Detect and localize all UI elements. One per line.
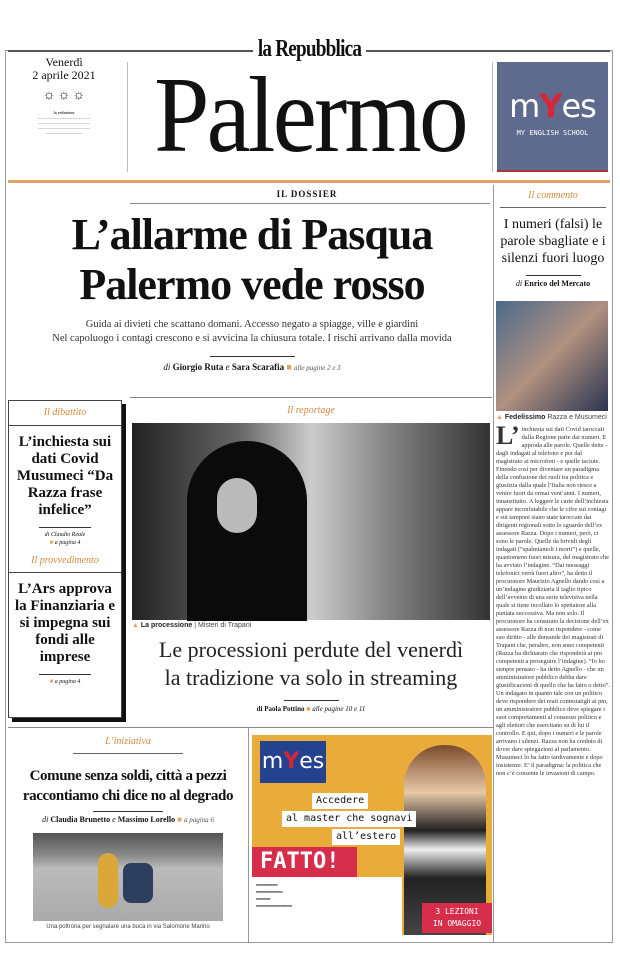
main-byline: di Giorgio Ruta e Sara Scarafia ■ alle pagine 2 e 3 — [163, 362, 341, 372]
redazione-info: la redazione ————————————— ————————————— ————————————— ————————— — [38, 110, 90, 135]
commento-body: L’inchiesta sui dati Covid taroccati dalla Regione parte dai numeri. E approda alle parole. Quelle dette - dagli indagati al telefono e poi dal magistrato ai microfoni - e quelle taciute. Finendo così per diventare un paradigma della confusione dei ruoli tra politica e giustizia dalla quale l’Italia non riesce a venire fuori da ormai vent’anni. I numeri, innanzitutto. A leggere le carte dell’inchiesta appare inconfutabile che le cifre sui contagi e sui tamponi siano state taroccate dai dirigenti regionali sotto lo sguardo dell’ex assessore Razza. Dopo i numeri, però, ci sono le parole. Quelle da brividi degli indagati (“spalmiamoli i morti”) e quelle, quantomeno fuori misura, del magistrato che ha avviato l’indagine. “Dai messaggi telefonici verrà fuori altro”, ha detto il procuratore Maurizio Agnello dando così a un’indagine giudiziaria il taglio tipico dell’avvento di una serie televisiva nella quale si tiene incollato lo spettatore alla puntata successiva. Ma non solo. Il procuratore ha censurato la decisione dell’ex assessore Razza di non rispondere - come suo diritto - alle domande dei magistrati di Trapani che, peraltro, non sono competenti (Razza ha dichiarato che risponderà ai pm competenti a proseguire l’indagine). “Io ho sempre pensato - ha detto Agnello - che un amministratore pubblico debba dare giustificazioni di quello che ha fatto o detto”. Un indagato in quanto tale con un politico deve rispondere dei reati contestatigli ai pm, un amministratore pubblico deve spiegare i suoi comportamenti al consesso politico e agli elettori che esercitano su di lui il controllo. E qui, dopo i numeri e le parole arrivano i silenzi. Razza non ha creduto di dover dare spiegazioni al parlamento. Musumeci lo ha fatto tardivamente e dopo insistenze. E’ il paradigma: la politica che non c’è consente le invasioni di campo. — [496, 421, 611, 777]
iniziativa-headline[interactable]: Comune senza soldi, città a pezzi raccontiamo chi dice no al degrado — [22, 768, 234, 804]
top-story — [14, 188, 490, 374]
dibattito-page: a pagina 4 — [54, 540, 81, 546]
ad-logo: mYes — [509, 87, 596, 125]
divider — [127, 62, 128, 172]
photo-caption: ▲ Fedelissimo Razza e Musumeci — [496, 414, 607, 421]
reportage-byline: di Paola Pottino ■ alle pagine 10 e 11 — [256, 705, 366, 713]
main-summary: Guida ai divieti che scattano domani. Accesso negato a spiagge, ville e giardini Nel capoluogo i contagi crescono e si avvicina la chiusura totale. I rischi arrivano dalla movida — [52, 319, 452, 344]
provvedimento-headline[interactable]: L’Ars approva la Finanziaria e si impegna sui fondi alle imprese — [15, 581, 115, 665]
photo-caption: Una poltrona per segnalare una buca in via Salomone Marino — [46, 924, 210, 930]
divider — [493, 185, 494, 942]
kicker-commento: Il commento — [528, 190, 578, 201]
sun-icon: ☼ — [57, 88, 71, 103]
divider — [284, 700, 339, 701]
weather-forecast — [8, 88, 120, 104]
date-box — [8, 56, 120, 174]
ad-banner-top[interactable] — [497, 62, 608, 172]
divider — [210, 356, 295, 357]
armchair-photo — [33, 833, 223, 921]
sun-icon: ☼ — [42, 88, 56, 103]
ad-text: all’estero — [332, 829, 400, 845]
kicker-dossier: IL DOSSIER — [276, 189, 338, 199]
reportage-text — [130, 621, 492, 714]
provvedimento-page: a pagina 4 — [54, 679, 81, 685]
weekday: Venerdì — [45, 55, 83, 69]
divider — [130, 203, 490, 204]
masthead: la Repubblica — [0, 36, 620, 63]
ad-promo: 3 LEZIONI IN OMAGGIO — [422, 903, 492, 933]
ad-fatto: FATTO! — [252, 847, 357, 877]
dibattito-headline[interactable]: L’inchiesta sui dati Covid Musumeci “Da Razza frase infelice” — [16, 434, 114, 518]
sun-icon: ☼ — [72, 88, 86, 103]
divider — [248, 727, 249, 942]
divider — [130, 397, 492, 398]
razza-musumeci-photo — [496, 301, 608, 411]
ad-text: Accedere — [312, 793, 368, 809]
divider — [492, 62, 493, 172]
reportage-headline[interactable]: Le processioni perdute del venerdì la tradizione va solo in streaming — [158, 637, 464, 690]
main-headline[interactable]: L’allarme di Pasqua Palermo vede rosso — [71, 210, 433, 309]
photo-caption: ▲ La processione | Misteri di Trapani — [132, 622, 252, 629]
kicker-iniziativa: L’iniziativa — [105, 736, 151, 747]
commento-column: Il commento I numeri (falsi) le parole sbagliate e i silenzi fuori luogo di Enrico del Mercato ▲ Fedelissimo Razza e Musumeci L’inchiesta sui dati Covid taroccati dalla Regione parte dai numeri. E approda alle parole. Quelle dette - dagli indagati al telefono e poi dal magistrato ai microfoni - e quelle taciute. Finendo così per diventare un paradigma della confusione dei ruoli tra politica e giustizia dalla quale l’Italia non riesce a venire fuori da ormai vent’anni. I numeri, innanzitutto. A leggere le carte dell’inchiesta appare inconfutabile che le cifre sui contagi e sui tamponi siano state taroccate dai dirigenti regionali sotto lo sguardo dell’ex assessore Razza. Dopo i numeri, però, ci sono le parole. Quelle da brividi degli indagati (“spalmiamoli i morti”) e quelle, quantomeno fuori misura, del magistrato che ha avviato l’indagine. “Dai messaggi telefonici verrà fuori altro”, ha detto il procuratore Maurizio Agnello dando così a un’indagine giudiziaria il taglio tipico dell’avvento di una serie televisiva nella quale si tiene incollato lo spettatore alla puntata successiva. Ma non solo. Il procuratore ha censurato la decisione dell’ex assessore Razza di non rispondere - come suo diritto - alle domande dei magistrati di Trapani che, peraltro, non sono competenti (Razza ha dichiarato che risponderà ai pm competenti a proseguire l’indagine). “Io ho sempre pensato - ha detto Agnello - che un amministratore pubblico debba dare giustificazioni di quello che ha fatto o detto”. Un indagato in quanto tale con un politico deve rispondere dei reati contestatigli ai pm, un amministratore pubblico deve spiegare i suoi comportamenti al consesso politico e agli elettori che esercitano su di lui il controllo. E qui, dopo i numeri e le parole arrivano i silenzi. Razza non ha creduto di dover dare spiegazioni al parlamento. Musumeci lo ha fatto tardivamente e dopo insistenze. E’ il paradigma: la politica che non c’è consente le invasioni di campo. — [496, 190, 611, 777]
ad-fine-print: ▬▬▬▬▬▬▬▬▬ ▬▬▬▬▬▬▬▬▬▬▬ ▬▬▬▬▬▬ ▬▬▬▬▬▬▬▬▬▬▬▬▬▬▬ — [252, 877, 402, 935]
ad-banner-bottom[interactable] — [252, 735, 492, 935]
sidebar-box: Il dibattito L’inchiesta sui dati Covid Musumeci “Da Razza frase infelice” di Claudio Reale ■ a pagina 4 Il provvedimento L’Ars approva la Finanziaria e si impegna sui fondi alle imprese ■ a pagina 4 — [8, 400, 122, 718]
commento-author: Enrico del Mercato — [524, 279, 591, 288]
procession-photo — [132, 423, 490, 620]
commento-headline[interactable]: I numeri (falsi) le parole sbagliate e i silenzi fuori luogo — [500, 217, 606, 266]
ad-text: al master che sognavi — [282, 811, 416, 827]
kicker-reportage: Il reportage — [287, 405, 335, 416]
edition-title: Palermo — [154, 56, 466, 175]
date: 2 aprile 2021 — [32, 68, 96, 82]
divider — [8, 727, 493, 728]
kicker-dibattito: Il dibattito — [43, 407, 87, 418]
kicker-provvedimento: Il provvedimento — [31, 555, 99, 566]
dibattito-byline: di Claudio Reale — [44, 532, 86, 538]
orange-rule — [8, 180, 610, 183]
ad-logo: mYes — [260, 741, 326, 783]
ad-tagline: MY ENGLISH SCHOOL — [516, 129, 589, 137]
iniziativa-section: L’iniziativa Comune senza soldi, città a pezzi raccontiamo chi dice no al degrado di Claudia Brunetto e Massimo Lorello ■ a pagina 6 Una poltrona per segnalare una buca in via Salomone Marino — [8, 730, 248, 931]
